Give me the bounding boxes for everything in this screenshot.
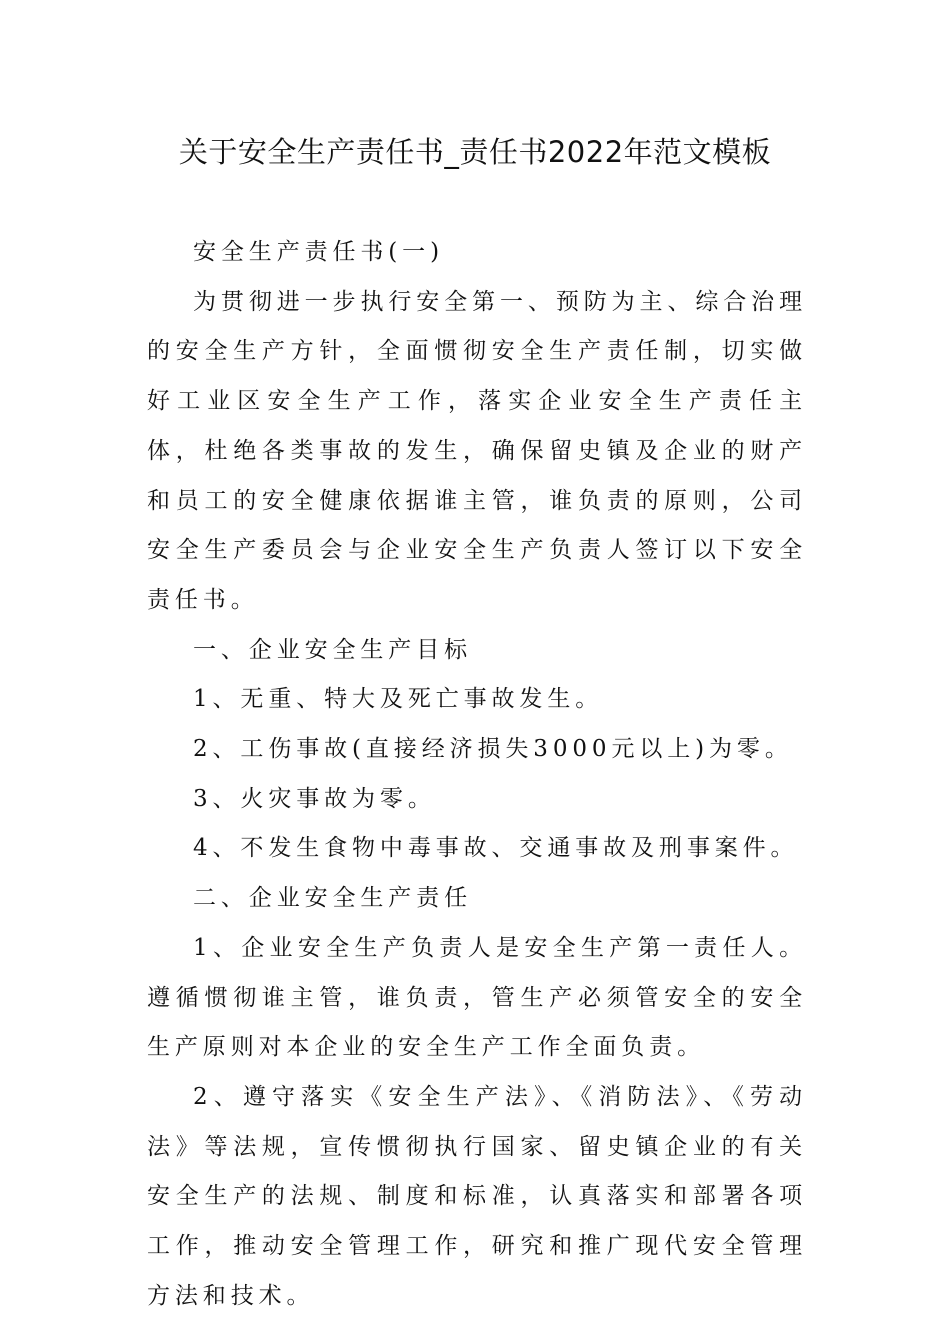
body-paragraph: 2、遵守落实《安全生产法》、《消防法》、《劳动法》等法规，宣传惯彻执行国家、留史镇企业的有关安全生产的法规、制度和标准，认真落实和部署各项工作，推动安全管理工作，研究和推广现代安全管理方法和技术。	[147, 1083, 807, 1309]
document-body	[147, 228, 807, 1321]
section-heading: 一、企业安全生产目标	[193, 636, 472, 663]
body-paragraph: 为贯彻进一步执行安全第一、预防为主、综合治理的安全生产方针，全面惯彻安全生产责任制，切实做好工业区安全生产工作，落实企业安全生产责任主体，杜绝各类事故的发生，确保留史镇及企业的财产和员工的安全健康依据谁主管，谁负责的原则，公司安全生产委员会与企业安全生产负责人签订以下安全责任书。	[147, 288, 807, 613]
list-item: 1、无重、特大及死亡事故发生。	[193, 686, 604, 713]
body-paragraph: 1、企业安全生产负责人是安全生产第一责任人。遵循惯彻谁主管，谁负责，管生产必须管安全的安全生产原则对本企业的安全生产工作全面负责。	[147, 934, 807, 1061]
section-heading: 二、企业安全生产责任	[193, 885, 472, 912]
list-item: 2、工伤事故(直接经济损失3000元以上)为零。	[193, 736, 793, 763]
list-item: 3、火灾事故为零。	[193, 785, 436, 812]
list-item: 4、不发生食物中毒事故、交通事故及刑事案件。	[193, 835, 799, 862]
document-title: 关于安全生产责任书_责任书2022年范文模板	[178, 135, 772, 169]
section-heading: 安全生产责任书(一)	[193, 239, 444, 265]
